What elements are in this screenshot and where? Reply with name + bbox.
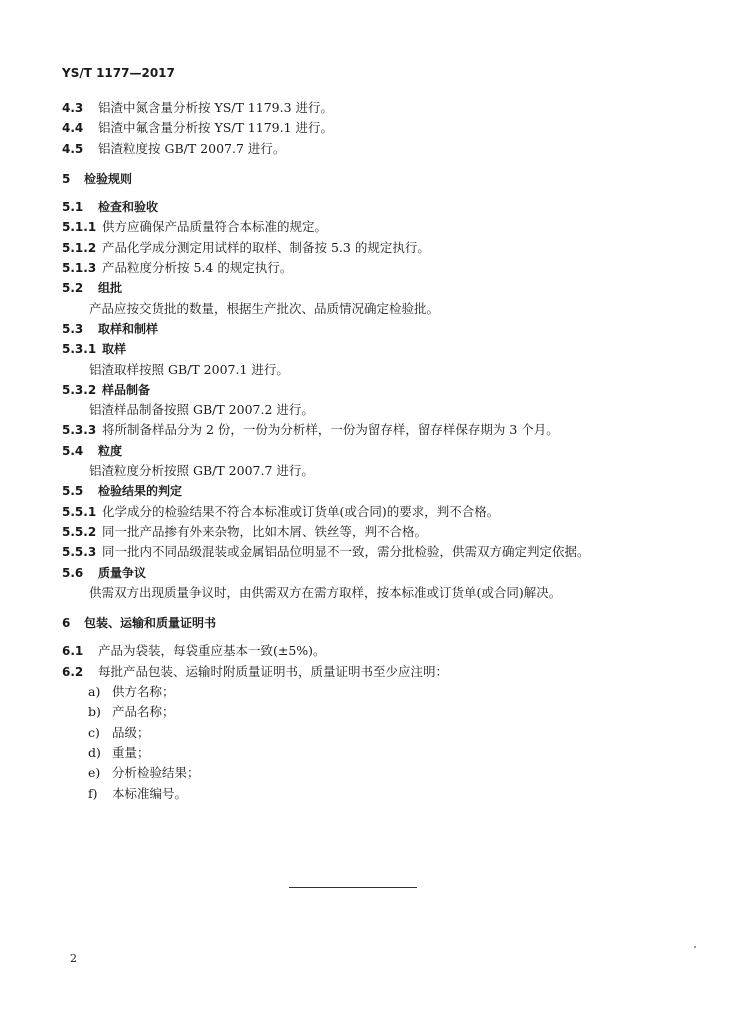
- clause-text: 铝渣中氟含量分析按 YS/T 1179.1 进行。: [98, 120, 334, 136]
- clause-number: 6: [62, 616, 71, 631]
- clause: [62, 502, 682, 522]
- document-body: [62, 98, 682, 804]
- clause-text: 粒度: [98, 443, 123, 458]
- clause-text: 样品制备: [102, 382, 151, 397]
- paragraph: [62, 400, 682, 420]
- subsection-heading: [62, 197, 682, 217]
- list-label: b): [88, 704, 101, 720]
- paragraph: [62, 299, 682, 319]
- clause-text: 检验结果的判定: [98, 484, 183, 499]
- clause-number: 6.1: [62, 644, 84, 659]
- clause-text: 铝渣粒度分析按照 GB/T 2007.7 进行。: [89, 463, 314, 479]
- list-label: f): [88, 785, 98, 801]
- clause-text: 检验规则: [84, 171, 133, 186]
- clause-number: 5.3: [62, 321, 84, 336]
- subsection-heading: [62, 278, 682, 298]
- clause-number: 5.3.1: [62, 342, 97, 357]
- paragraph: [62, 583, 682, 603]
- clause-text: 产品应按交货批的数量，根据生产批次、品质情况确定检验批。: [89, 300, 440, 316]
- subsection-heading: [62, 319, 682, 339]
- clause-number: 5.5.3: [62, 545, 97, 560]
- list-label: e): [88, 765, 101, 781]
- subsection-heading: [62, 563, 682, 583]
- list-item: [62, 723, 682, 743]
- list-label: a): [88, 684, 101, 700]
- clause: [62, 118, 682, 138]
- clause-text: 产品化学成分测定用试样的取样、制备按 5.3 的规定执行。: [102, 239, 430, 255]
- clause-text: 包装、运输和质量证明书: [84, 616, 217, 631]
- clause-number: 6.2: [62, 664, 84, 679]
- list-item: [62, 682, 682, 702]
- clause-text: 铝渣取样按照 GB/T 2007.1 进行。: [89, 361, 289, 377]
- paragraph: [62, 461, 682, 481]
- paragraph: [62, 360, 682, 380]
- clause-text: 组批: [98, 281, 123, 296]
- clause-text: 检查和验收: [98, 200, 159, 215]
- clause-number: 4.5: [62, 141, 84, 156]
- list-label: d): [88, 744, 101, 760]
- clause: [62, 217, 682, 237]
- clause-number: 5: [62, 171, 71, 186]
- clause-number: 5.5: [62, 484, 84, 499]
- clause-text: 质量争议: [98, 565, 147, 580]
- clause-text: 铝渣中氮含量分析按 YS/T 1179.3 进行。: [98, 100, 334, 115]
- clause-number: 5.5.1: [62, 504, 97, 519]
- list-item: [62, 743, 682, 763]
- clause-text: 将所制备样品分为 2 份，一份为分析样，一份为留存样，留存样保存期为 3 个月。: [102, 422, 559, 438]
- clause-text: 取样: [102, 342, 127, 357]
- section-heading: [62, 613, 682, 633]
- clause-text: 每批产品包装、运输时附质量证明书，质量证明书至少应注明：: [98, 663, 449, 679]
- scan-speck: [694, 946, 696, 948]
- clause: [62, 662, 682, 682]
- list-item: [62, 702, 682, 722]
- clause-text: 铝渣粒度按 GB/T 2007.7 进行。: [98, 140, 286, 156]
- clause-number: 5.2: [62, 281, 84, 296]
- clause: [62, 542, 682, 562]
- clause-text: 分析检验结果；: [112, 765, 200, 781]
- clause-number: 5.1.1: [62, 220, 97, 235]
- clause-number: 5.6: [62, 565, 84, 580]
- clause-number: 5.1: [62, 200, 84, 215]
- clause-number: 5.4: [62, 443, 84, 458]
- clause-text: 本标准编号。: [112, 785, 188, 801]
- clause-number: 5.1.2: [62, 240, 97, 255]
- clause-text: 产品为袋装，每袋重应基本一致(±5%)。: [98, 643, 326, 659]
- clause-text: 供方名称；: [112, 684, 175, 700]
- end-rule: [289, 887, 417, 888]
- clause-text: 供方应确保产品质量符合本标准的规定。: [102, 219, 328, 235]
- subsection-heading: [62, 380, 682, 400]
- clause-number: 5.5.2: [62, 524, 97, 539]
- section-heading: [62, 169, 682, 189]
- clause: [62, 641, 682, 661]
- clause: [62, 139, 682, 159]
- clause-text: 产品粒度分析按 5.4 的规定执行。: [102, 260, 293, 276]
- clause-text: 产品名称；: [112, 704, 175, 720]
- clause-text: 重量；: [112, 744, 150, 760]
- clause: [62, 420, 682, 440]
- subsection-heading: [62, 481, 682, 501]
- clause-number: 5.3.3: [62, 423, 97, 438]
- clause-number: 5.3.2: [62, 382, 97, 397]
- clause-number: 4.3: [62, 101, 84, 115]
- clause-number: 5.1.3: [62, 261, 97, 276]
- clause-text: 供需双方出现质量争议时，由供需双方在需方取样，按本标准或订货单(或合同)解决。: [89, 584, 562, 600]
- subsection-heading: [62, 339, 682, 359]
- subsection-heading: [62, 441, 682, 461]
- list-item: [62, 763, 682, 783]
- list-label: c): [88, 724, 100, 740]
- clause-text: 同一批产品掺有外来杂物，比如木屑、铁丝等，判不合格。: [102, 523, 428, 539]
- clause: [62, 238, 682, 258]
- clause-number: 4.4: [62, 121, 84, 136]
- clause-text: 取样和制样: [98, 321, 159, 336]
- list-item: [62, 784, 682, 804]
- clause: [62, 522, 682, 542]
- standard-code: YS/T 1177—2017: [62, 66, 175, 80]
- clause: [62, 258, 682, 278]
- clause-text: 品级；: [112, 724, 150, 740]
- clause-text: 铝渣样品制备按照 GB/T 2007.2 进行。: [89, 402, 314, 418]
- clause-text: 同一批内不同品级混装或金属铝品位明显不一致，需分批检验，供需双方确定判定依据。: [102, 544, 590, 560]
- page-number: 2: [70, 952, 77, 965]
- clause-text: 化学成分的检验结果不符合本标准或订货单(或合同)的要求，判不合格。: [102, 503, 500, 519]
- clause: [62, 98, 682, 118]
